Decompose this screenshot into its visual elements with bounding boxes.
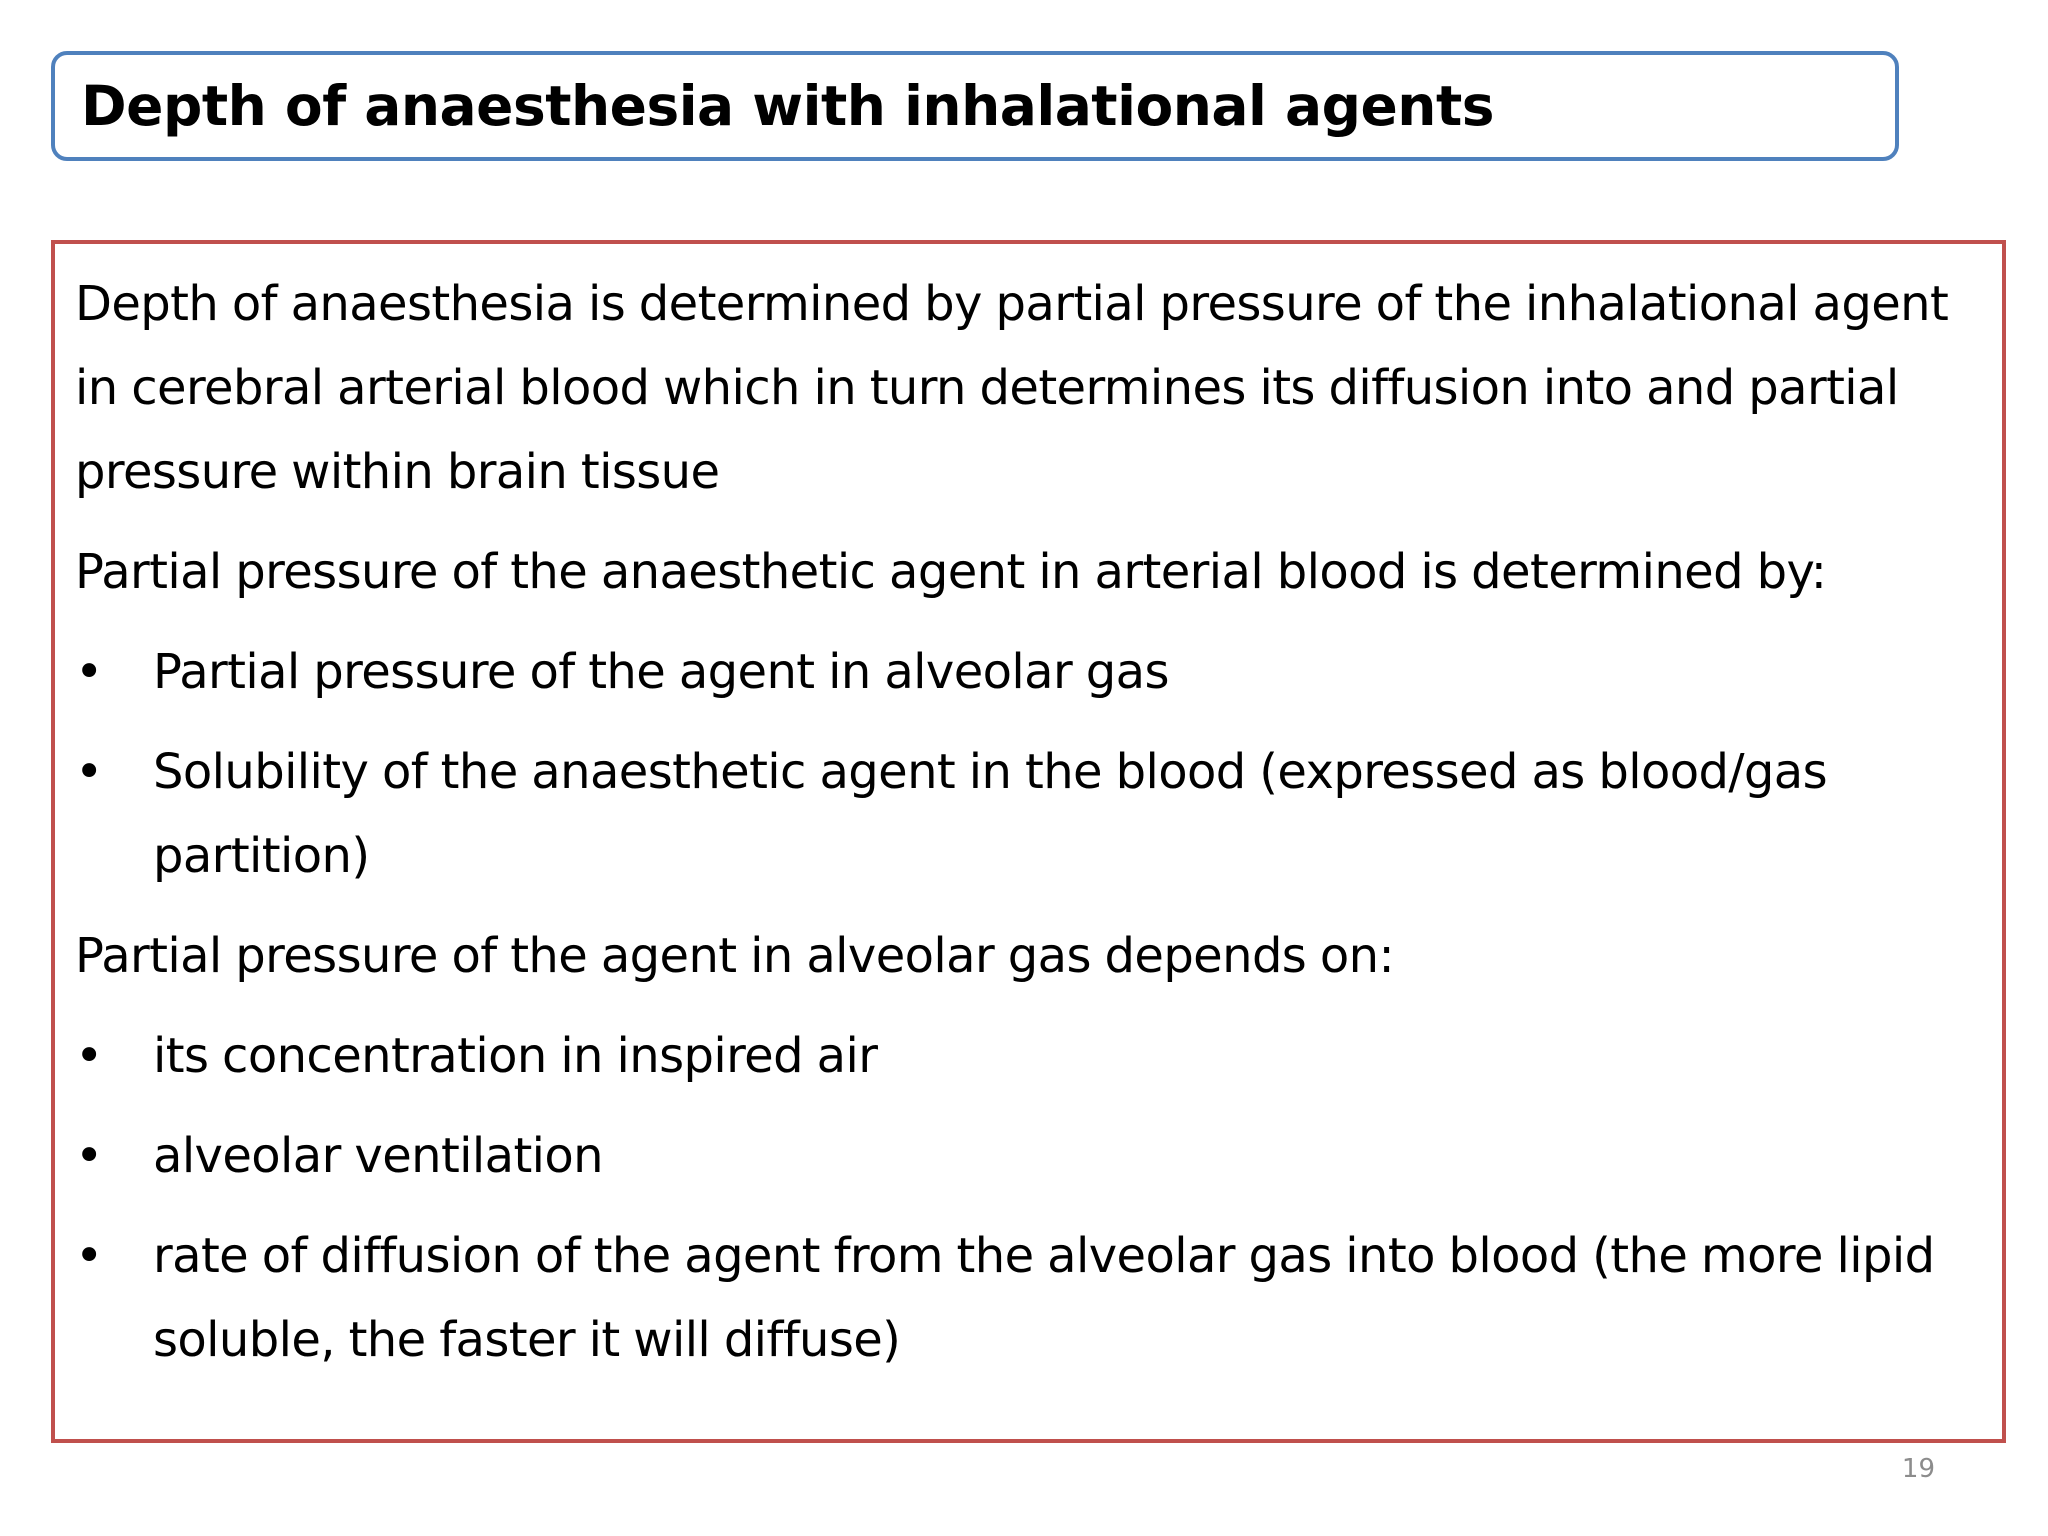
list-item [75, 1214, 1982, 1382]
paragraph-arterial-pressure: Partial pressure of the anaesthetic agent in arterial blood is determined by: [75, 544, 1827, 600]
list-item [75, 1014, 1982, 1098]
bullet-icon: • [75, 1028, 103, 1084]
title-box [51, 51, 1899, 161]
list-item [75, 630, 1982, 714]
paragraph-depth-determination: Depth of anaesthesia is determined by partial pressure of the inhalational agent in cerebral arterial blood which in turn determines its diffusion into and partial pressure within brain tissue [75, 276, 1949, 500]
bullet-icon: • [75, 644, 103, 700]
list-item [75, 730, 1982, 898]
bullet-icon: • [75, 744, 103, 800]
alveolar-factors-list [75, 1014, 1982, 1382]
slide-title: Depth of anaesthesia with inhalational agents [81, 73, 1494, 138]
paragraph-alveolar-pressure: Partial pressure of the agent in alveolar gas depends on: [75, 928, 1395, 984]
list-item [75, 1114, 1982, 1198]
content-box [51, 240, 2006, 1443]
page-number: 19 [1901, 1454, 1935, 1484]
bullet-icon: • [75, 1228, 103, 1284]
list-item-text: its concentration in inspired air [153, 1028, 878, 1084]
list-item-text: Solubility of the anaesthetic agent in the blood (expressed as blood/gas partition) [153, 744, 1828, 884]
list-item-text: alveolar ventilation [153, 1128, 604, 1184]
bullet-icon: • [75, 1128, 103, 1184]
list-item-text: Partial pressure of the agent in alveolar gas [153, 644, 1169, 700]
list-item-text: rate of diffusion of the agent from the alveolar gas into blood (the more lipid soluble, the faster it will diffuse) [153, 1228, 1935, 1368]
arterial-factors-list [75, 630, 1982, 898]
